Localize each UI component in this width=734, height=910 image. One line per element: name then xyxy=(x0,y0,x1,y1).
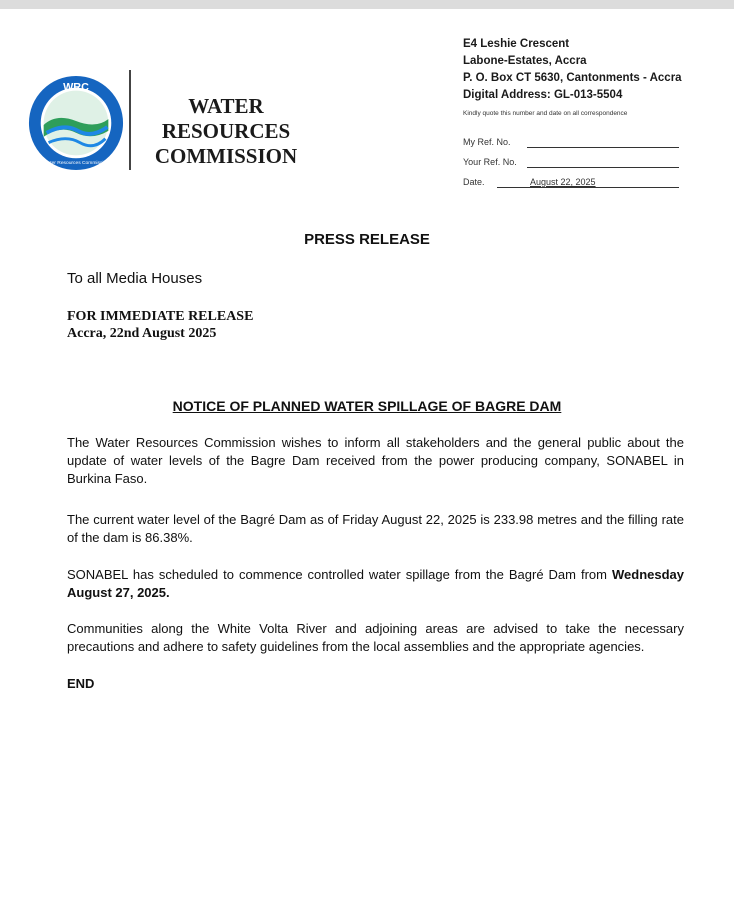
your-ref-line xyxy=(527,167,679,168)
paragraph-2: The current water level of the Bagré Dam as of Friday August 22, 2025 is 233.98 metres and the filling rate of the dam is 86.38%. xyxy=(67,512,684,545)
paragraph-3 xyxy=(67,566,684,602)
my-ref-label: My Ref. No. xyxy=(463,137,511,147)
paragraph-3-text: SONABEL has scheduled to commence controlled water spillage from the Bagré Dam from xyxy=(67,567,612,582)
recipient-line: To all Media Houses xyxy=(67,270,203,287)
address-line-3: P. O. Box CT 5630, Cantonments - Accra xyxy=(463,72,682,84)
date-label: Date. xyxy=(463,177,485,187)
header-divider xyxy=(129,70,131,170)
logo-ring-text: Water Resources Commission xyxy=(43,161,109,167)
notice-title: NOTICE OF PLANNED WATER SPILLAGE OF BAGRE DAM xyxy=(172,398,562,414)
address-line-1: E4 Leshie Crescent xyxy=(463,38,570,50)
press-release-title: PRESS RELEASE xyxy=(304,231,430,248)
org-name-line-3: COMMISSION xyxy=(154,144,298,168)
address-line-4: Digital Address: GL-013-5504 xyxy=(463,89,623,101)
your-ref-label: Your Ref. No. xyxy=(463,157,517,167)
org-name-line-2: RESOURCES xyxy=(161,119,291,143)
address-block xyxy=(463,36,682,104)
org-name-line-1: WATER xyxy=(188,94,264,118)
top-bar xyxy=(0,0,734,9)
immediate-release: FOR IMMEDIATE RELEASE xyxy=(67,309,254,324)
logo-text: WRC xyxy=(63,81,89,94)
paragraph-1: The Water Resources Commission wishes to inform all stakeholders and the general public about the update of water levels of the Bagre Dam received from the power producing company, SONABEL in Burkina Faso. xyxy=(67,435,684,486)
release-block xyxy=(67,308,253,342)
date-value: August 22, 2025 xyxy=(530,177,596,187)
quote-note: Kindly quote this number and date on all correspondence xyxy=(463,110,628,117)
end-marker: END xyxy=(67,676,95,691)
paragraph-4: Communities along the White Volta River and adjoining areas are advised to take the necessary precautions and adhere to safety guidelines from the local assemblies and the appropriate agencies. xyxy=(67,621,684,654)
org-name xyxy=(140,94,312,169)
dateline: Accra, 22nd August 2025 xyxy=(67,326,217,341)
spillage-date: Wednesday August 27, 2025. xyxy=(67,567,684,600)
address-line-2: Labone-Estates, Accra xyxy=(463,55,587,67)
wrc-logo xyxy=(27,74,125,172)
my-ref-line xyxy=(527,147,679,148)
date-line xyxy=(497,187,679,188)
